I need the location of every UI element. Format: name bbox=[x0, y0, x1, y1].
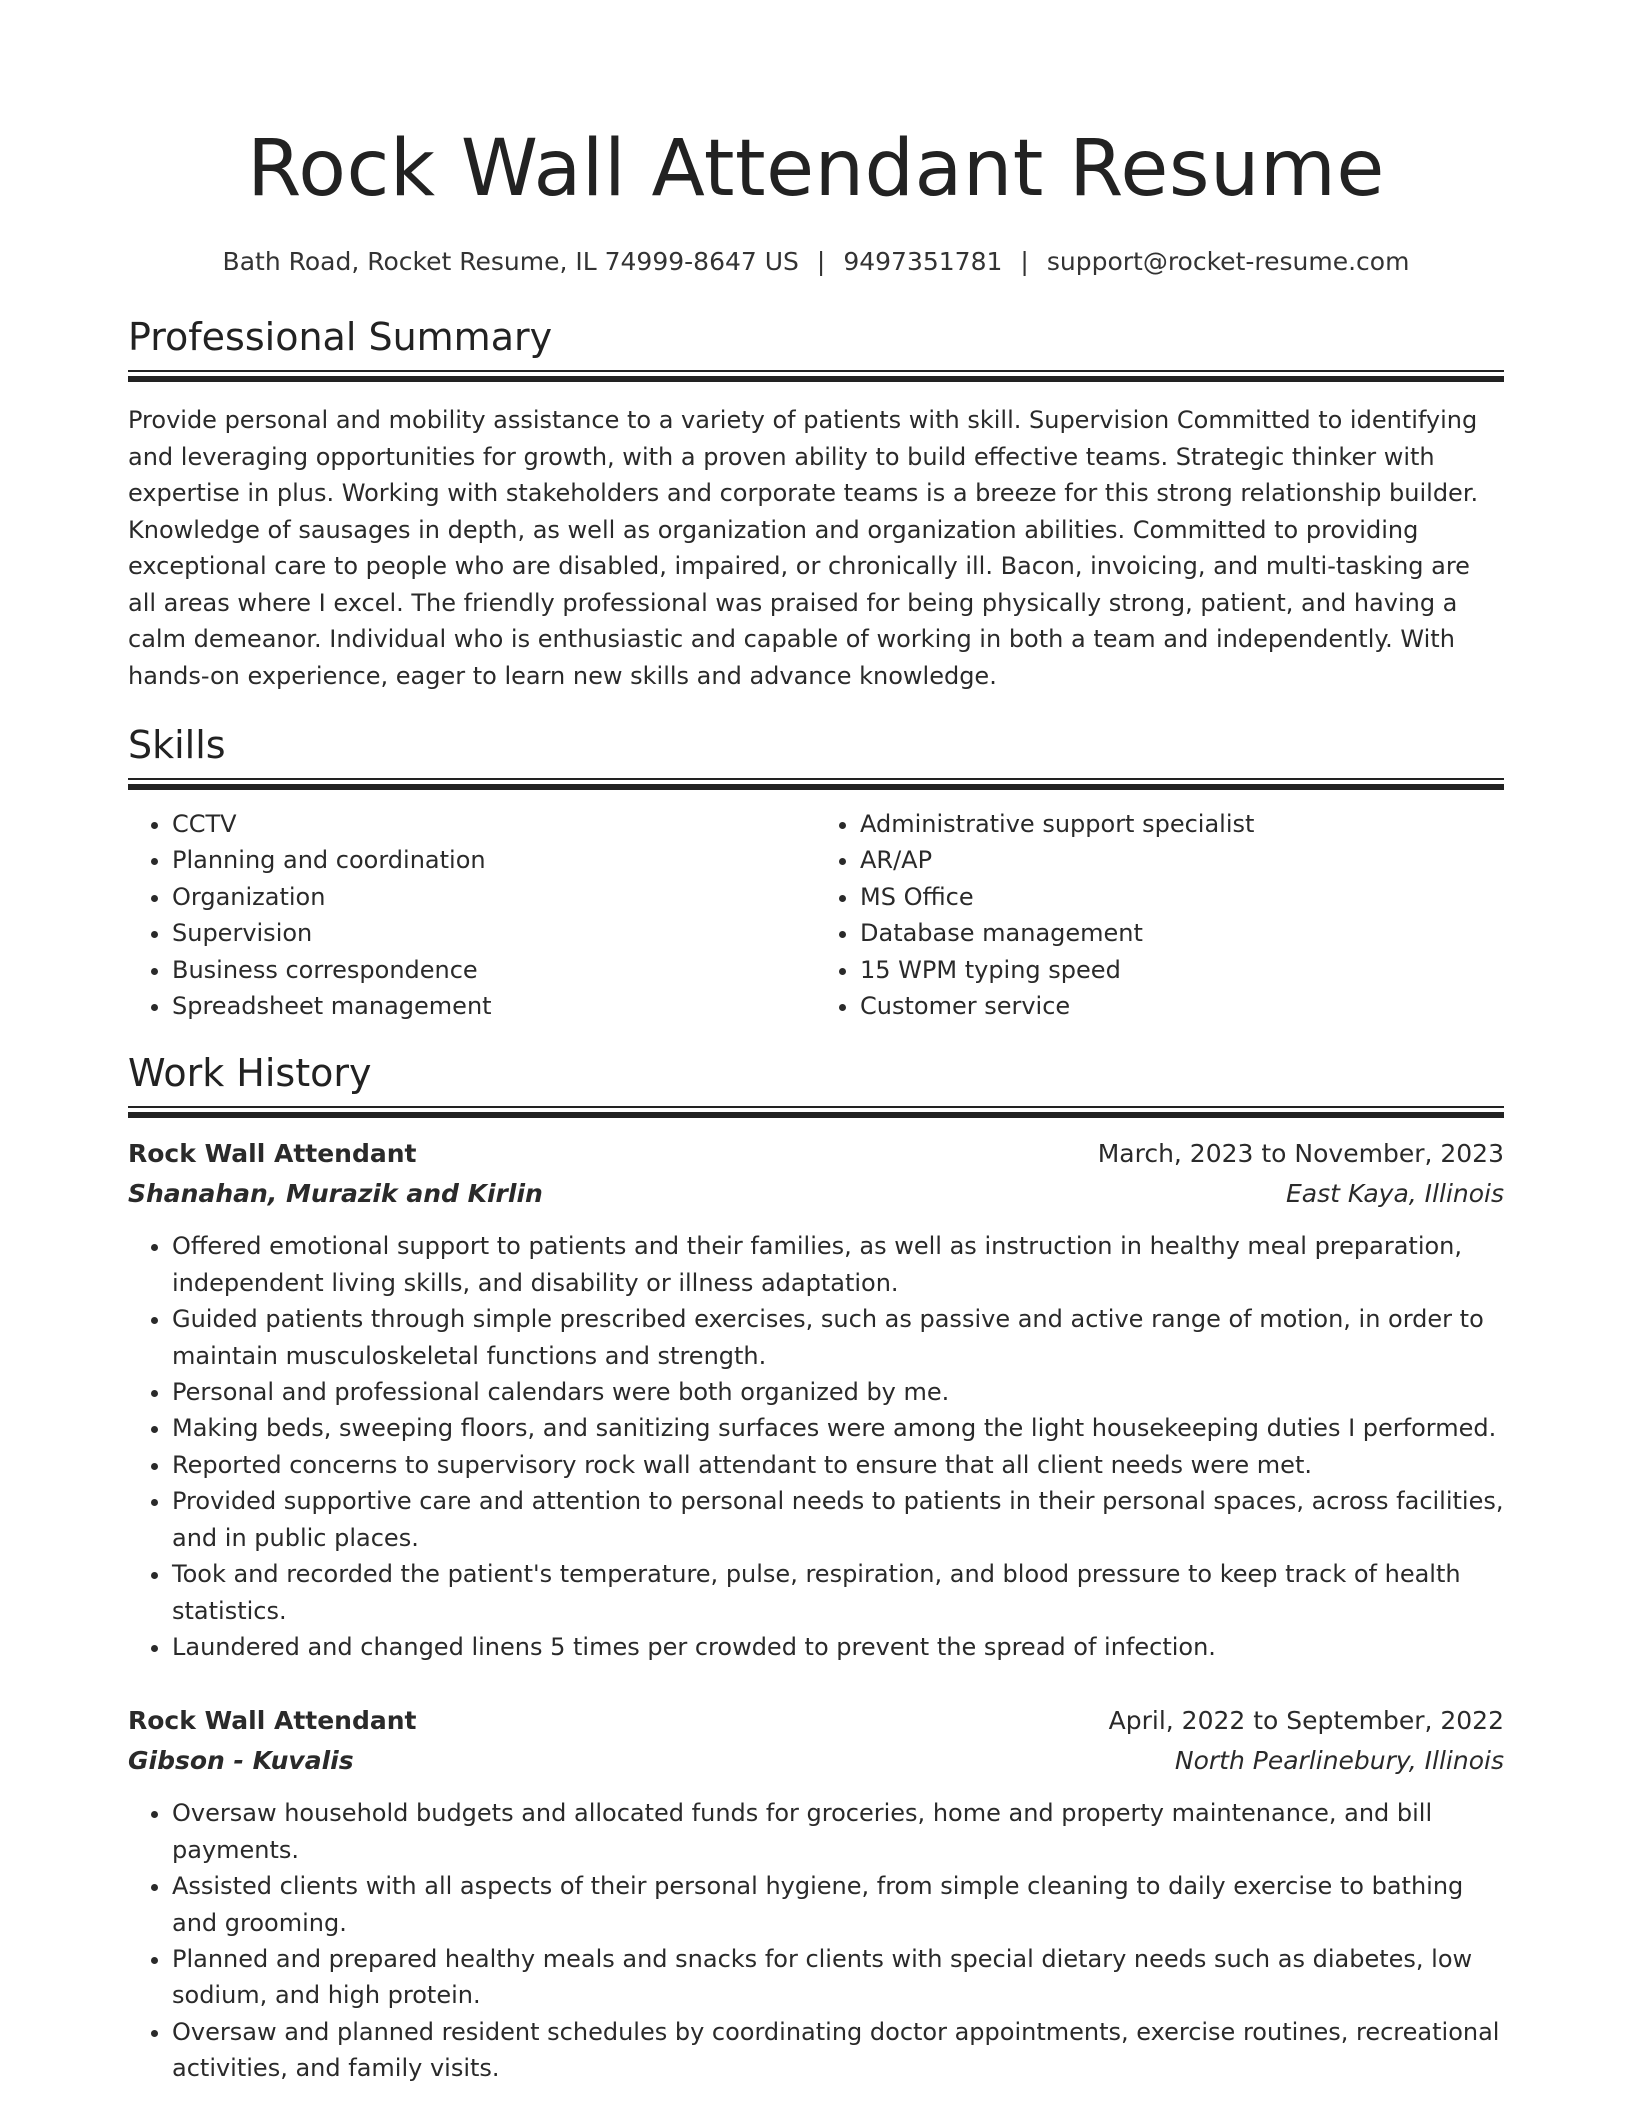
job-bullet: • Making beds, sweeping floors, and sanitizing surfaces were among the light housekeeping duties I performed. bbox=[172, 1410, 1504, 1446]
job-bullet: • Guided patients through simple prescribed exercises, such as passive and active range of motion, in order to maintain musculoskeletal functions and strength. bbox=[172, 1301, 1504, 1374]
resume-title: Rock Wall Attendant Resume bbox=[247, 124, 1385, 214]
job-bullet: • Provided supportive care and attention to personal needs to patients in their personal spaces, across facilities, and in public places. bbox=[172, 1483, 1504, 1556]
job-company: Shanahan, Murazik and Kirlin bbox=[128, 1179, 543, 1209]
job-subheader-row bbox=[128, 1174, 1504, 1214]
job-header-row bbox=[128, 1701, 1504, 1741]
work-history-section bbox=[128, 1050, 1504, 2086]
job-bullet: • Took and recorded the patient's temperature, pulse, respiration, and blood pressure to keep track of health statistics. bbox=[172, 1556, 1504, 1629]
skills-column-left bbox=[128, 806, 816, 1024]
skill-item: • MS Office bbox=[860, 879, 1504, 915]
skill-item: • Administrative support specialist bbox=[860, 806, 1504, 842]
skill-item: • Supervision bbox=[172, 915, 816, 951]
skill-item: • Organization bbox=[172, 879, 816, 915]
section-divider bbox=[128, 370, 1504, 382]
job-subheader-row bbox=[128, 1741, 1504, 1781]
job-bullet-list bbox=[128, 1228, 1504, 1665]
skill-item: • 15 WPM typing speed bbox=[860, 952, 1504, 988]
job-bullet: • Personal and professional calendars were both organized by me. bbox=[172, 1374, 1504, 1410]
job-header-row bbox=[128, 1134, 1504, 1174]
job-title: Rock Wall Attendant bbox=[128, 1139, 417, 1169]
job-location: North Pearlinebury, Illinois bbox=[1174, 1746, 1504, 1776]
job-entry bbox=[128, 1134, 1504, 1665]
job-title: Rock Wall Attendant bbox=[128, 1706, 417, 1736]
skill-item: • AR/AP bbox=[860, 842, 1504, 878]
job-dates: April, 2022 to September, 2022 bbox=[1108, 1706, 1504, 1736]
skills-section bbox=[128, 722, 1504, 1024]
skill-item: • Business correspondence bbox=[172, 952, 816, 988]
contact-separator: | bbox=[1020, 247, 1029, 276]
job-entry bbox=[128, 1701, 1504, 2086]
job-bullet: • Oversaw and planned resident schedules by coordinating doctor appointments, exercise routines, recreational activities, and family visits. bbox=[172, 2014, 1504, 2087]
contact-line bbox=[128, 246, 1504, 278]
skills-grid bbox=[128, 806, 1504, 1024]
job-bullet: • Laundered and changed linens 5 times per crowded to prevent the spread of infection. bbox=[172, 1629, 1504, 1665]
job-bullet: • Assisted clients with all aspects of their personal hygiene, from simple cleaning to daily exercise to bathing and grooming. bbox=[172, 1868, 1504, 1941]
job-bullet: • Offered emotional support to patients and their families, as well as instruction in healthy meal preparation, independent living skills, and disability or illness adaptation. bbox=[172, 1228, 1504, 1301]
skill-item: • Database management bbox=[860, 915, 1504, 951]
job-bullet: • Oversaw household budgets and allocated funds for groceries, home and property maintenance, and bill payments. bbox=[172, 1795, 1504, 1868]
job-bullet: • Reported concerns to supervisory rock wall attendant to ensure that all client needs were met. bbox=[172, 1447, 1504, 1483]
job-bullet: • Planned and prepared healthy meals and snacks for clients with special dietary needs such as diabetes, low sodium, and high protein. bbox=[172, 1941, 1504, 2014]
contact-separator: | bbox=[816, 247, 826, 276]
section-heading-skills: Skills bbox=[128, 723, 226, 767]
job-dates: March, 2023 to November, 2023 bbox=[1097, 1139, 1504, 1169]
job-company: Gibson - Kuvalis bbox=[128, 1746, 354, 1776]
skill-item: • Spreadsheet management bbox=[172, 988, 816, 1024]
section-heading-summary: Professional Summary bbox=[128, 315, 553, 359]
skill-item: • CCTV bbox=[172, 806, 816, 842]
contact-address: Bath Road, Rocket Resume, IL 74999-8647 US bbox=[222, 247, 799, 276]
job-bullet-list bbox=[128, 1795, 1504, 2086]
contact-email: support@rocket-resume.com bbox=[1046, 247, 1410, 276]
skill-item: • Customer service bbox=[860, 988, 1504, 1024]
skills-column-right bbox=[816, 806, 1504, 1024]
summary-section bbox=[128, 314, 1504, 694]
job-location: East Kaya, Illinois bbox=[1285, 1179, 1504, 1209]
section-divider bbox=[128, 778, 1504, 790]
summary-text: Provide personal and mobility assistance to a variety of patients with skill. Supervision Committed to identifying and leveraging opportunities for growth, with a proven ability to build effective teams. Strategic thinker with expertise in plus. Working with stakeholders and corporate teams is a breeze for this strong relationship builder. Knowledge of sausages in depth, as well as organization and organization abilities. Committed to providing exceptional care to people who are disabled, impaired, or chronically ill. Bacon, invoicing, and multi-tasking are all areas where I excel. The friendly professional was praised for being physically strong, patient, and having a calm demeanor. Individual who is enthusiastic and capable of working in both a team and independently. With hands-on experience, eager to learn new skills and advance knowledge. bbox=[128, 406, 1479, 690]
contact-phone: 9497351781 bbox=[843, 247, 1003, 276]
skill-item: • Planning and coordination bbox=[172, 842, 816, 878]
section-divider bbox=[128, 1106, 1504, 1118]
section-heading-work-history: Work History bbox=[128, 1051, 372, 1096]
